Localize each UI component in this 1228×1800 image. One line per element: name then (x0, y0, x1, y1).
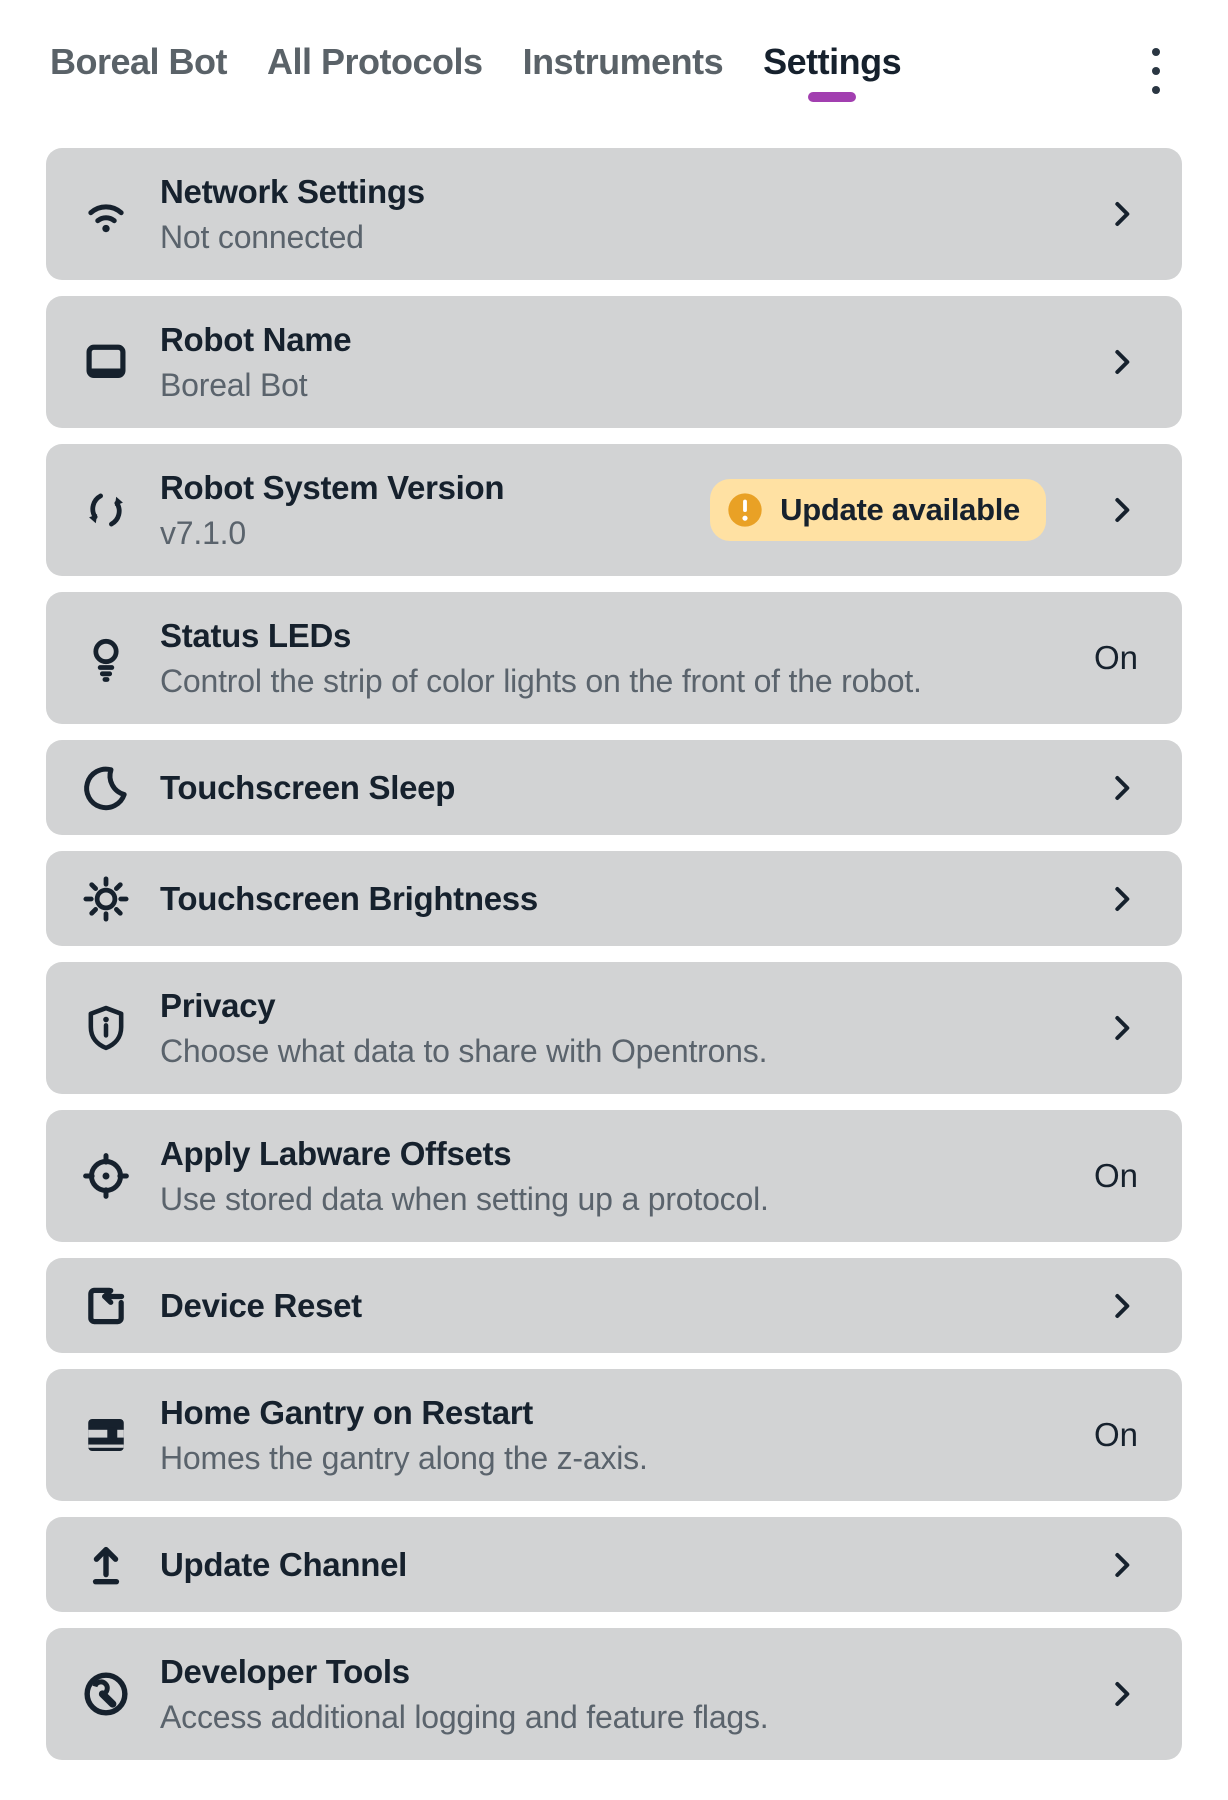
settings-row-touchscreen-sleep[interactable] (46, 740, 1182, 835)
setting-title: Update Channel (160, 1545, 407, 1583)
nav-tab-instruments[interactable] (523, 40, 724, 102)
gantry-icon (80, 1409, 132, 1461)
nav-tabs (50, 40, 901, 102)
setting-title: Network Settings (160, 172, 425, 210)
moon-icon (80, 762, 132, 814)
setting-subtitle: Boreal Bot (160, 367, 308, 404)
badge-label: Update available (780, 492, 1020, 528)
setting-title: Touchscreen Brightness (160, 879, 538, 917)
settings-row-touchscreen-brightness[interactable] (46, 851, 1182, 946)
setting-title: Device Reset (160, 1286, 362, 1324)
kebab-menu-icon (1152, 48, 1160, 56)
settings-row-home-gantry-on-restart[interactable] (46, 1369, 1182, 1501)
overflow-menu-button[interactable] (1144, 44, 1168, 98)
chevron-right-icon (1106, 193, 1138, 235)
shield-info-icon (80, 1002, 132, 1054)
settings-row-update-channel[interactable] (46, 1517, 1182, 1612)
setting-title: Privacy (160, 986, 276, 1024)
settings-row-apply-labware-offsets[interactable] (46, 1110, 1182, 1242)
setting-subtitle: Access additional logging and feature flags. (160, 1699, 769, 1736)
chevron-right-icon (1106, 1007, 1138, 1049)
setting-value: On (1093, 1157, 1138, 1195)
chevron-right-icon (1106, 1544, 1138, 1586)
setting-title: Apply Labware Offsets (160, 1134, 512, 1172)
chevron-right-icon (1106, 1673, 1138, 1715)
nav-tab-label: Settings (763, 41, 902, 82)
setting-subtitle: Control the strip of color lights on the front of the robot. (160, 663, 922, 700)
setting-subtitle: v7.1.0 (160, 515, 246, 552)
setting-title: Robot Name (160, 320, 352, 358)
settings-list (0, 148, 1228, 1760)
settings-row-network-settings[interactable] (46, 148, 1182, 280)
nav-tab-label: All Protocols (267, 41, 483, 82)
setting-title: Touchscreen Sleep (160, 768, 456, 806)
brightness-icon (80, 873, 132, 925)
settings-row-robot-name[interactable] (46, 296, 1182, 428)
nav-tab-settings[interactable] (763, 40, 901, 102)
nav-tab-label: Instruments (522, 41, 724, 82)
chevron-right-icon (1106, 878, 1138, 920)
lightbulb-icon (80, 632, 132, 684)
setting-subtitle: Homes the gantry along the z-axis. (160, 1440, 648, 1477)
settings-row-status-leds[interactable] (46, 592, 1182, 724)
chevron-right-icon (1106, 1285, 1138, 1327)
target-icon (80, 1150, 132, 1202)
kebab-menu-icon (1152, 86, 1160, 94)
setting-subtitle: Choose what data to share with Opentrons. (160, 1033, 768, 1070)
nav-tab-boreal-bot[interactable] (50, 40, 227, 102)
setting-subtitle: Not connected (160, 219, 364, 256)
kebab-menu-icon (1152, 67, 1160, 75)
settings-row-developer-tools[interactable] (46, 1628, 1182, 1760)
nav-tab-all-protocols[interactable] (267, 40, 483, 102)
display-icon (80, 336, 132, 388)
update-available-badge (710, 479, 1046, 541)
wifi-icon (80, 188, 132, 240)
device-reset-icon (80, 1280, 132, 1332)
nav-tab-label: Boreal Bot (50, 41, 228, 82)
setting-title: Home Gantry on Restart (160, 1393, 533, 1431)
setting-value: On (1093, 1416, 1138, 1454)
chevron-right-icon (1106, 767, 1138, 809)
sync-icon (80, 484, 132, 536)
active-tab-underline (808, 92, 856, 102)
settings-row-device-reset[interactable] (46, 1258, 1182, 1353)
setting-title: Developer Tools (160, 1652, 410, 1690)
chevron-right-icon (1106, 341, 1138, 383)
setting-title: Status LEDs (160, 616, 352, 654)
settings-row-privacy[interactable] (46, 962, 1182, 1094)
top-navigation (0, 0, 1228, 102)
settings-row-robot-system-version[interactable] (46, 444, 1182, 576)
setting-subtitle: Use stored data when setting up a protocol. (160, 1181, 769, 1218)
setting-title: Robot System Version (160, 468, 505, 506)
alert-icon (725, 490, 765, 530)
wrench-icon (80, 1668, 132, 1720)
chevron-right-icon (1106, 489, 1138, 531)
upload-icon (80, 1539, 132, 1591)
setting-value: On (1093, 639, 1138, 677)
